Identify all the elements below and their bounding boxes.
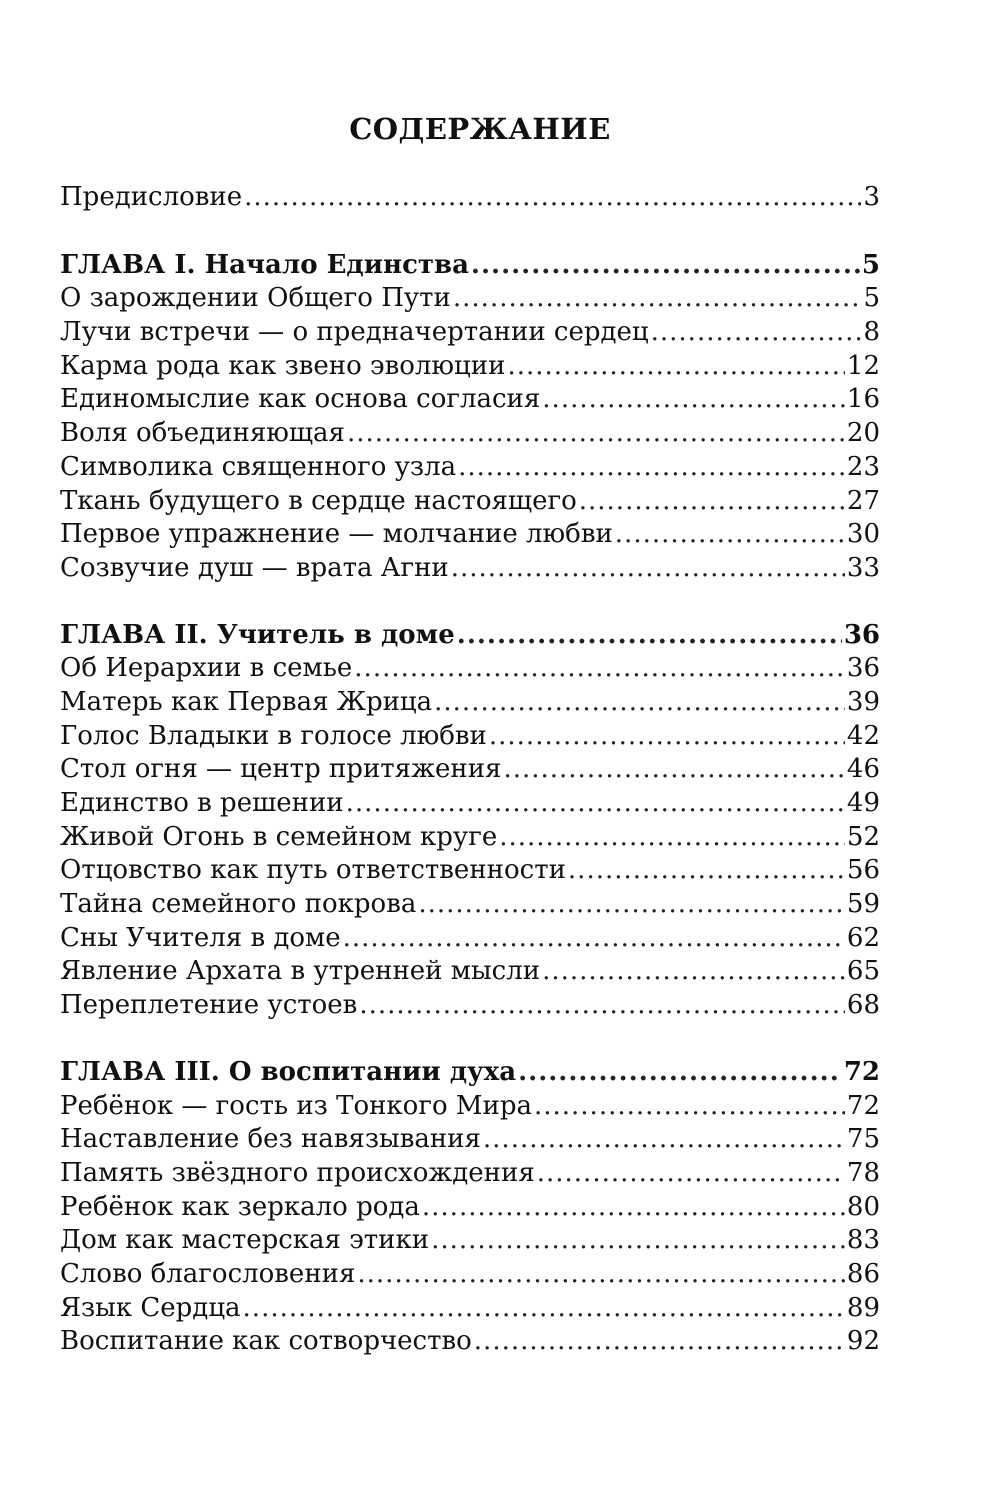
chapter-title: ГЛАВА II. Учитель в доме — [60, 619, 455, 650]
toc-entry-label: Наставление без навязывания — [60, 1124, 481, 1155]
toc-entry[interactable] — [60, 652, 880, 686]
dot-leader — [507, 350, 844, 384]
dot-leader — [347, 417, 845, 451]
dot-leader — [244, 181, 861, 215]
toc-entry-page: 83 — [846, 1225, 880, 1256]
dot-leader — [651, 316, 862, 350]
toc-entry-label: Сны Учителя в доме — [60, 922, 341, 953]
dot-leader — [434, 686, 845, 720]
toc-entry[interactable] — [60, 787, 880, 821]
toc-entry[interactable] — [60, 1224, 880, 1258]
dot-leader — [451, 552, 845, 586]
toc-entry-page: 30 — [846, 519, 880, 550]
toc-entry-page: 75 — [846, 1124, 880, 1155]
dot-leader — [537, 1157, 845, 1191]
toc-entry-page: 65 — [846, 956, 880, 987]
toc-entry-page: 20 — [846, 418, 880, 449]
table-of-contents — [60, 181, 880, 1359]
toc-entry[interactable] — [60, 1123, 880, 1157]
toc-entry-page: 56 — [846, 855, 880, 886]
toc-entry-page: 46 — [846, 754, 880, 785]
toc-entry-label: Созвучие душ — врата Агни — [60, 552, 449, 583]
toc-entry[interactable] — [60, 686, 880, 720]
toc-entry-page: 5 — [863, 283, 880, 314]
toc-entry[interactable] — [60, 821, 880, 855]
toc-entry[interactable] — [60, 989, 880, 1023]
toc-entry-page: 8 — [863, 317, 880, 348]
toc-entry-preface[interactable] — [60, 181, 880, 215]
toc-entry-label: Ткань будущего в сердце настоящего — [60, 485, 577, 516]
toc-entry[interactable] — [60, 753, 880, 787]
dot-leader — [343, 922, 845, 956]
toc-entry-label: О зарождении Общего Пути — [60, 283, 451, 314]
toc-entry-label: Отцовство как путь ответственности — [60, 855, 566, 886]
toc-entry[interactable] — [60, 888, 880, 922]
dot-leader — [474, 1325, 845, 1359]
dot-leader — [499, 821, 845, 855]
dot-leader — [354, 652, 845, 686]
toc-entry-label: Голос Владыки в голосе любви — [60, 720, 487, 751]
toc-entry-label: Единство в решении — [60, 788, 344, 818]
toc-entry[interactable] — [60, 922, 880, 956]
toc-entry[interactable] — [60, 282, 880, 316]
dot-leader — [457, 619, 842, 653]
toc-entry-page: 68 — [846, 990, 880, 1021]
toc-entry[interactable] — [60, 1258, 880, 1292]
toc-entry-label: Явление Архата в утренней мысли — [60, 956, 541, 987]
chapter-page: 72 — [843, 1056, 880, 1087]
chapter-page: 36 — [843, 619, 880, 650]
toc-entry-label: Предисловие — [60, 182, 243, 212]
toc-entry[interactable] — [60, 1157, 880, 1191]
toc-entry[interactable] — [60, 552, 880, 586]
toc-entry-page: 80 — [846, 1191, 880, 1222]
dot-leader — [458, 451, 845, 485]
toc-entry-page: 89 — [846, 1292, 880, 1323]
toc-entry-page: 16 — [846, 384, 880, 415]
toc-entry-page: 33 — [846, 552, 880, 583]
toc-entry[interactable] — [60, 485, 880, 519]
dot-leader — [431, 1224, 845, 1258]
toc-entry[interactable] — [60, 417, 880, 451]
toc-entry-label: Об Иерархии в семье — [60, 653, 353, 684]
toc-entry-label: Воспитание как сотворчество — [60, 1326, 472, 1357]
dot-leader — [422, 1191, 845, 1225]
toc-entry-page: 62 — [846, 922, 880, 953]
toc-entry-page: 12 — [846, 350, 880, 381]
toc-entry-label: Дом как мастерская этики — [60, 1225, 430, 1256]
toc-entry-page: 27 — [846, 485, 880, 516]
toc-entry-label: Слово благословения — [60, 1258, 356, 1289]
dot-leader — [243, 1292, 845, 1326]
toc-entry[interactable] — [60, 720, 880, 754]
toc-entry[interactable] — [60, 1191, 880, 1225]
chapter-heading[interactable] — [60, 249, 880, 283]
toc-entry-label: Воля объединяющая — [60, 418, 345, 449]
toc-entry[interactable] — [60, 383, 880, 417]
toc-entry-page: 72 — [846, 1090, 880, 1121]
toc-entry-label: Ребёнок как зеркало рода — [60, 1191, 420, 1222]
toc-entry-label: Карма рода как звено эволюции — [60, 350, 506, 381]
toc-entry-page: 39 — [846, 686, 880, 717]
dot-leader — [483, 1123, 845, 1157]
toc-entry[interactable] — [60, 1325, 880, 1359]
toc-entry-label: Единомыслие как основа согласия — [60, 384, 541, 415]
chapter-heading[interactable] — [60, 619, 880, 653]
toc-entry-label: Язык Сердца — [60, 1292, 241, 1323]
toc-entry-label: Стол огня — центр притяжения — [60, 754, 502, 785]
dot-leader — [518, 1056, 842, 1090]
dot-leader — [534, 1090, 845, 1124]
toc-entry-label: Живой Огонь в семейном круге — [60, 821, 498, 852]
chapter-title: ГЛАВА I. Начало Единства — [60, 249, 469, 280]
toc-entry[interactable] — [60, 955, 880, 989]
dot-leader — [503, 753, 844, 787]
toc-entry-page: 92 — [846, 1326, 880, 1357]
chapter-page: 5 — [861, 249, 880, 280]
toc-entry-label: Память звёздного происхождения — [60, 1157, 535, 1188]
toc-entry[interactable] — [60, 1090, 880, 1124]
toc-entry-page: 78 — [846, 1157, 880, 1188]
toc-entry-page: 23 — [846, 451, 880, 482]
dot-leader — [568, 854, 845, 888]
toc-entry[interactable] — [60, 518, 880, 552]
dot-leader — [346, 787, 845, 821]
toc-entry-page: 49 — [846, 788, 880, 818]
toc-entry-label: Первое упражнение — молчание любви — [60, 519, 613, 550]
dot-leader — [615, 518, 845, 552]
toc-entry-page: 3 — [863, 182, 880, 212]
dot-leader — [471, 249, 860, 283]
toc-entry[interactable] — [60, 316, 880, 350]
toc-entry[interactable] — [60, 451, 880, 485]
dot-leader — [359, 989, 845, 1023]
dot-leader — [542, 383, 845, 417]
toc-entry-page: 86 — [846, 1258, 880, 1289]
toc-entry-page: 36 — [846, 653, 880, 684]
toc-entry-page: 52 — [846, 821, 880, 852]
toc-entry-label: Символика священного узла — [60, 451, 457, 482]
dot-leader — [542, 955, 845, 989]
toc-entry[interactable] — [60, 350, 880, 384]
dot-leader — [489, 720, 845, 754]
toc-entry-label: Тайна семейного покрова — [60, 889, 417, 920]
chapter-title: ГЛАВА III. О воспитании духа — [60, 1056, 517, 1087]
toc-entry-label: Переплетение устоев — [60, 990, 358, 1021]
toc-entry-page: 59 — [846, 889, 880, 920]
toc-entry[interactable] — [60, 854, 880, 888]
chapter-heading[interactable] — [60, 1056, 880, 1090]
page-title: СОДЕРЖАНИЕ — [349, 112, 611, 146]
dot-leader — [418, 888, 845, 922]
toc-entry-page: 42 — [846, 720, 880, 751]
dot-leader — [357, 1258, 845, 1292]
dot-leader — [579, 485, 845, 519]
toc-entry-label: Матерь как Первая Жрица — [60, 686, 433, 717]
dot-leader — [453, 282, 862, 316]
toc-entry-label: Ребёнок — гость из Тонкого Мира — [60, 1090, 532, 1121]
toc-entry-label: Лучи встречи — о предначертании сердец — [60, 317, 649, 348]
toc-entry[interactable] — [60, 1292, 880, 1326]
